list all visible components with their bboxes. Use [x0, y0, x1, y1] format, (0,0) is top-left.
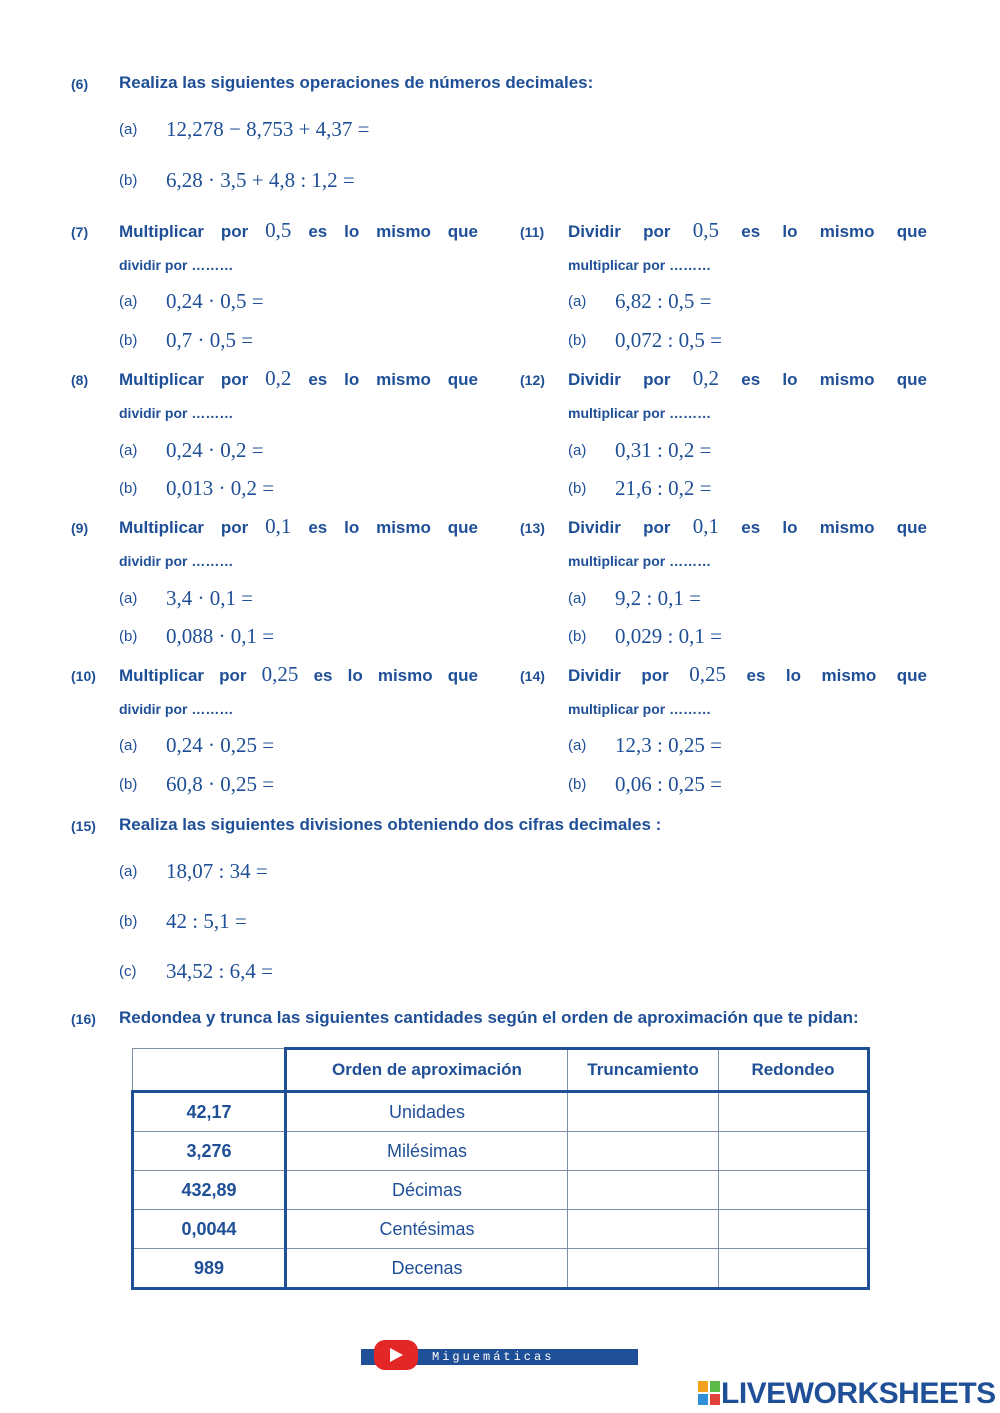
math-expression: 0,24 · 0,2 = — [166, 438, 264, 462]
truncation-answer-cell[interactable] — [568, 1092, 719, 1132]
title-prefix: Dividir por — [568, 666, 669, 685]
title-suffix: es lo mismo que — [308, 370, 478, 389]
order-cell: Unidades — [286, 1092, 568, 1132]
exercise-number: (14) — [520, 668, 545, 684]
exercise-title — [119, 366, 478, 391]
exercise-title — [568, 662, 927, 687]
title-suffix: es lo mismo que — [741, 518, 927, 537]
value-cell: 3,276 — [133, 1132, 286, 1171]
exercise-number: (11) — [520, 224, 545, 240]
title-suffix: es lo mismo que — [746, 666, 927, 685]
value-cell: 989 — [133, 1249, 286, 1289]
play-icon — [390, 1348, 403, 1362]
rounding-answer-cell[interactable] — [719, 1210, 869, 1249]
order-cell: Milésimas — [286, 1132, 568, 1171]
table-row — [133, 1132, 869, 1171]
exercise-number: (6) — [71, 76, 89, 92]
exercise-number: (12) — [520, 372, 545, 388]
item-label: (a) — [568, 293, 587, 310]
item-label: (a) — [119, 590, 138, 607]
header-truncation: Truncamiento — [568, 1049, 719, 1092]
item-label: (a) — [119, 442, 138, 459]
exercise-number: (7) — [71, 224, 89, 240]
math-expression: 0,072 : 0,5 = — [615, 328, 722, 352]
item-label: (b) — [119, 776, 138, 793]
item-label: (a) — [119, 293, 138, 310]
item-label: (a) — [568, 442, 587, 459]
item-label: (b) — [119, 628, 138, 645]
math-expression: 34,52 : 6,4 = — [166, 959, 273, 983]
math-expression: 0,088 · 0,1 = — [166, 624, 275, 648]
title-prefix: Dividir por — [568, 222, 671, 241]
title-line-2: multiplicar por ……… — [568, 257, 712, 273]
exercise-title — [568, 514, 927, 539]
math-expression: 60,8 · 0,25 = — [166, 772, 275, 796]
exercise-number: (16) — [71, 1011, 96, 1027]
item-label: (b) — [568, 628, 587, 645]
math-expression: 0,24 · 0,5 = — [166, 289, 264, 313]
order-cell: Décimas — [286, 1171, 568, 1210]
value-cell: 42,17 — [133, 1092, 286, 1132]
liveworksheets-logo-icon — [698, 1381, 720, 1405]
title-line-2: multiplicar por ……… — [568, 553, 712, 569]
exercise-number: (8) — [71, 372, 89, 388]
title-line-2: dividir por ……… — [119, 405, 234, 421]
table-row — [133, 1171, 869, 1210]
rounding-answer-cell[interactable] — [719, 1171, 869, 1210]
exercise-number: (15) — [71, 818, 96, 834]
table-row — [133, 1249, 869, 1289]
item-label: (a) — [119, 737, 138, 754]
exercise-number: (9) — [71, 520, 89, 536]
approximation-table — [131, 1047, 870, 1290]
value-cell: 432,89 — [133, 1171, 286, 1210]
header-rounding: Redondeo — [719, 1049, 869, 1092]
exercise-title: Realiza las siguientes operaciones de números decimales: — [119, 73, 594, 92]
exercise-number: (10) — [71, 668, 96, 684]
truncation-answer-cell[interactable] — [568, 1132, 719, 1171]
title-line-2: dividir por ……… — [119, 553, 234, 569]
truncation-answer-cell[interactable] — [568, 1249, 719, 1289]
math-expression: 9,2 : 0,1 = — [615, 586, 701, 610]
item-label: (a) — [119, 863, 138, 880]
title-line-2: dividir por ……… — [119, 257, 234, 273]
rounding-answer-cell[interactable] — [719, 1249, 869, 1289]
title-prefix: Multiplicar por — [119, 222, 249, 241]
title-suffix: es lo mismo que — [313, 666, 478, 685]
item-label: (b) — [568, 480, 587, 497]
youtube-icon[interactable] — [374, 1340, 418, 1370]
math-expression: 3,4 · 0,1 = — [166, 586, 254, 610]
math-expression: 0,31 : 0,2 = — [615, 438, 712, 462]
title-suffix: es lo mismo que — [308, 518, 478, 537]
title-suffix: es lo mismo que — [741, 222, 927, 241]
math-expression: 0,013 · 0,2 = — [166, 476, 275, 500]
table-header-row — [133, 1049, 869, 1092]
rounding-answer-cell[interactable] — [719, 1132, 869, 1171]
math-expression: 21,6 : 0,2 = — [615, 476, 712, 500]
title-line-2: dividir por ……… — [119, 701, 234, 717]
factor-value: 0,5 — [692, 218, 720, 242]
title-suffix: es lo mismo que — [741, 370, 927, 389]
item-label: (a) — [568, 737, 587, 754]
truncation-answer-cell[interactable] — [568, 1171, 719, 1210]
math-expression: 6,28 · 3,5 + 4,8 : 1,2 = — [166, 168, 355, 192]
header-cell-empty — [133, 1049, 286, 1092]
title-line-2: multiplicar por ……… — [568, 405, 712, 421]
math-expression: 18,07 : 34 = — [166, 859, 268, 883]
exercise-title — [119, 514, 478, 539]
rounding-answer-cell[interactable] — [719, 1092, 869, 1132]
exercise-title: Redondea y trunca las siguientes cantidades según el orden de aproximación que te pidan: — [119, 1008, 859, 1027]
liveworksheets-brand[interactable]: LIVEWORKSHEETS — [721, 1377, 996, 1410]
exercise-title — [568, 366, 927, 391]
factor-value: 0,1 — [692, 514, 720, 538]
math-expression: 0,7 · 0,5 = — [166, 328, 254, 352]
header-order: Orden de aproximación — [286, 1049, 568, 1092]
factor-value: 0,2 — [692, 366, 720, 390]
value-cell: 0,0044 — [133, 1210, 286, 1249]
math-expression: 0,24 · 0,25 = — [166, 733, 275, 757]
title-prefix: Dividir por — [568, 518, 671, 537]
math-expression: 42 : 5,1 = — [166, 909, 247, 933]
item-label: (c) — [119, 963, 137, 980]
item-label: (a) — [119, 121, 138, 138]
title-line-2: multiplicar por ……… — [568, 701, 712, 717]
factor-value: 0,25 — [261, 662, 299, 686]
title-prefix: Dividir por — [568, 370, 671, 389]
item-label: (b) — [119, 480, 138, 497]
order-cell: Centésimas — [286, 1210, 568, 1249]
exercise-title — [119, 662, 478, 687]
item-label: (b) — [119, 172, 138, 189]
order-cell: Decenas — [286, 1249, 568, 1289]
factor-value: 0,25 — [689, 662, 727, 686]
exercise-title — [119, 218, 478, 243]
exercise-title — [568, 218, 927, 243]
math-expression: 0,029 : 0,1 = — [615, 624, 722, 648]
truncation-answer-cell[interactable] — [568, 1210, 719, 1249]
math-expression: 12,278 − 8,753 + 4,37 = — [166, 117, 370, 141]
factor-value: 0,1 — [265, 514, 292, 538]
math-expression: 12,3 : 0,25 = — [615, 733, 722, 757]
factor-value: 0,2 — [265, 366, 292, 390]
math-expression: 6,82 : 0,5 = — [615, 289, 712, 313]
item-label: (b) — [119, 332, 138, 349]
title-suffix: es lo mismo que — [308, 222, 478, 241]
exercise-title: Realiza las siguientes divisiones obteniendo dos cifras decimales : — [119, 815, 662, 834]
item-label: (b) — [568, 776, 587, 793]
factor-value: 0,5 — [265, 218, 292, 242]
title-prefix: Multiplicar por — [119, 370, 249, 389]
channel-name: Miguemáticas — [432, 1350, 555, 1364]
title-prefix: Multiplicar por — [119, 518, 249, 537]
table-row — [133, 1210, 869, 1249]
item-label: (b) — [119, 913, 138, 930]
item-label: (a) — [568, 590, 587, 607]
math-expression: 0,06 : 0,25 = — [615, 772, 722, 796]
table-row — [133, 1092, 869, 1132]
exercise-number: (13) — [520, 520, 545, 536]
item-label: (b) — [568, 332, 587, 349]
title-prefix: Multiplicar por — [119, 666, 247, 685]
